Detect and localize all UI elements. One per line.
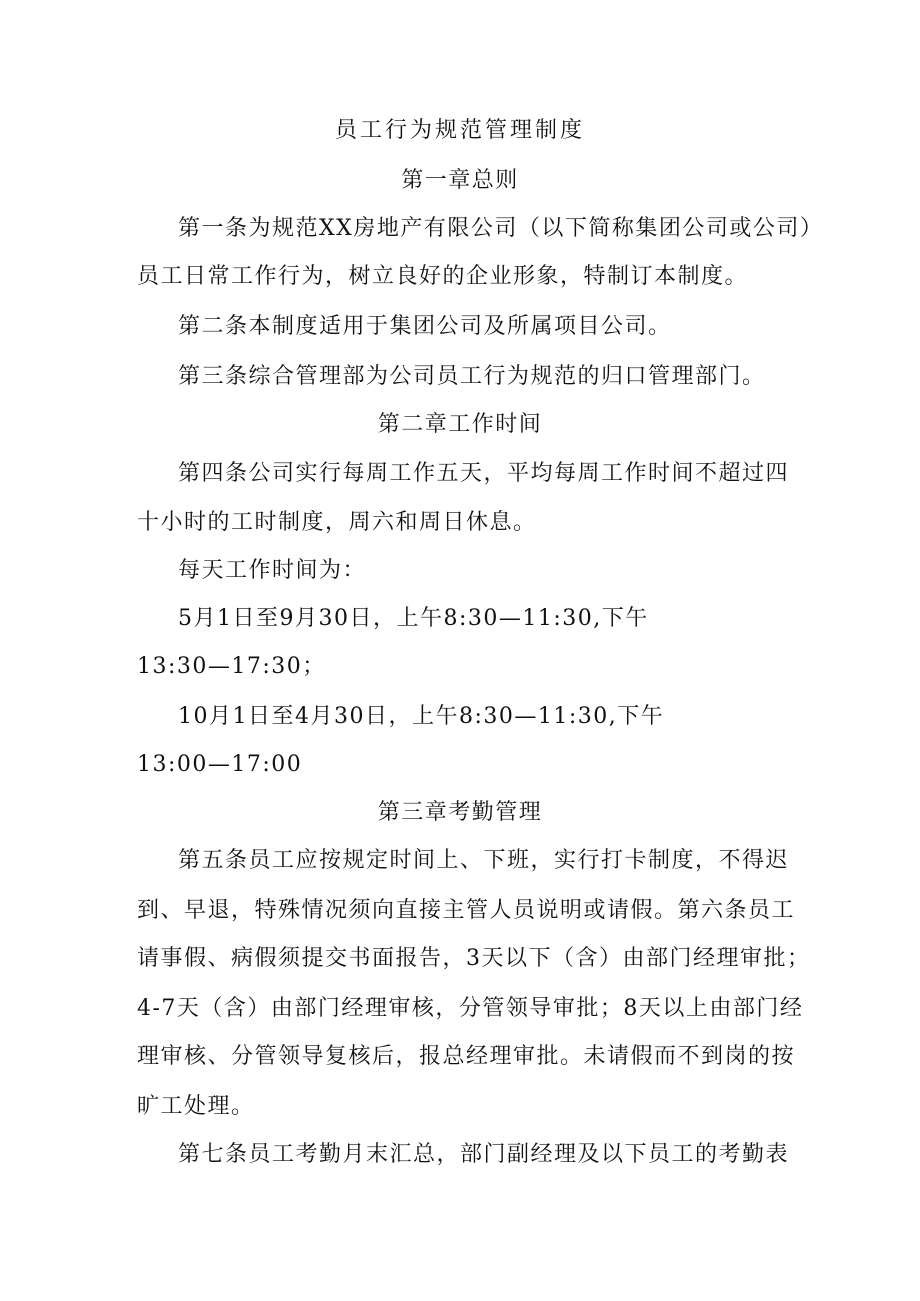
article-5-line-1: 第五条员工应按规定时间上、下班，实行打卡制度，不得迟 — [178, 848, 790, 873]
article-5-line-5: 理审核、分管领导复核后，报总经理审批。未请假而不到岗的按 — [137, 1044, 796, 1069]
chapter-heading-1: 第一章总则 — [401, 168, 519, 193]
daily-hours-label: 每天工作时间为： — [178, 558, 367, 583]
article-4-line-2: 十小时的工时制度，周六和周日休息。 — [137, 510, 537, 535]
article-2: 第二条本制度适用于集团公司及所属项目公司。 — [178, 314, 672, 339]
chapter-heading-2: 第二章工作时间 — [377, 412, 543, 437]
article-1-line-2: 员工日常工作行为，树立良好的企业形象，特制订本制度。 — [137, 264, 749, 289]
winter-hours-line-1: 10月1日至4月30日，上午8:30—11:30,下午 — [178, 704, 665, 729]
article-5-line-6: 旷工处理。 — [137, 1094, 255, 1119]
article-1-line-1: 第一条为规范XX房地产有限公司（以下简称集团公司或公司） — [178, 216, 824, 241]
summer-hours-line-2: 13:30—17:30； — [137, 654, 326, 679]
article-3: 第三条综合管理部为公司员工行为规范的归口管理部门。 — [178, 364, 766, 389]
summer-hours-line-1: 5月1日至9月30日，上午8:30—11:30,下午 — [178, 606, 649, 631]
winter-hours-line-2: 13:00—17:00 — [137, 752, 303, 777]
article-4-line-1: 第四条公司实行每周工作五天，平均每周工作时间不超过四 — [178, 461, 790, 486]
article-5-line-3: 请事假、病假须提交书面报告，3天以下（含）由部门经理审批； — [137, 946, 811, 971]
document-title: 员工行为规范管理制度 — [334, 118, 585, 143]
chapter-heading-3: 第三章考勤管理 — [377, 800, 543, 825]
article-5-line-4: 4-7天（含）由部门经理审核，分管领导审批；8天以上由部门经 — [137, 996, 804, 1021]
article-7-line-1: 第七条员工考勤月末汇总，部门副经理及以下员工的考勤表 — [178, 1142, 790, 1167]
article-5-line-2: 到、早退，特殊情况须向直接主管人员说明或请假。第六条员工 — [137, 898, 796, 923]
